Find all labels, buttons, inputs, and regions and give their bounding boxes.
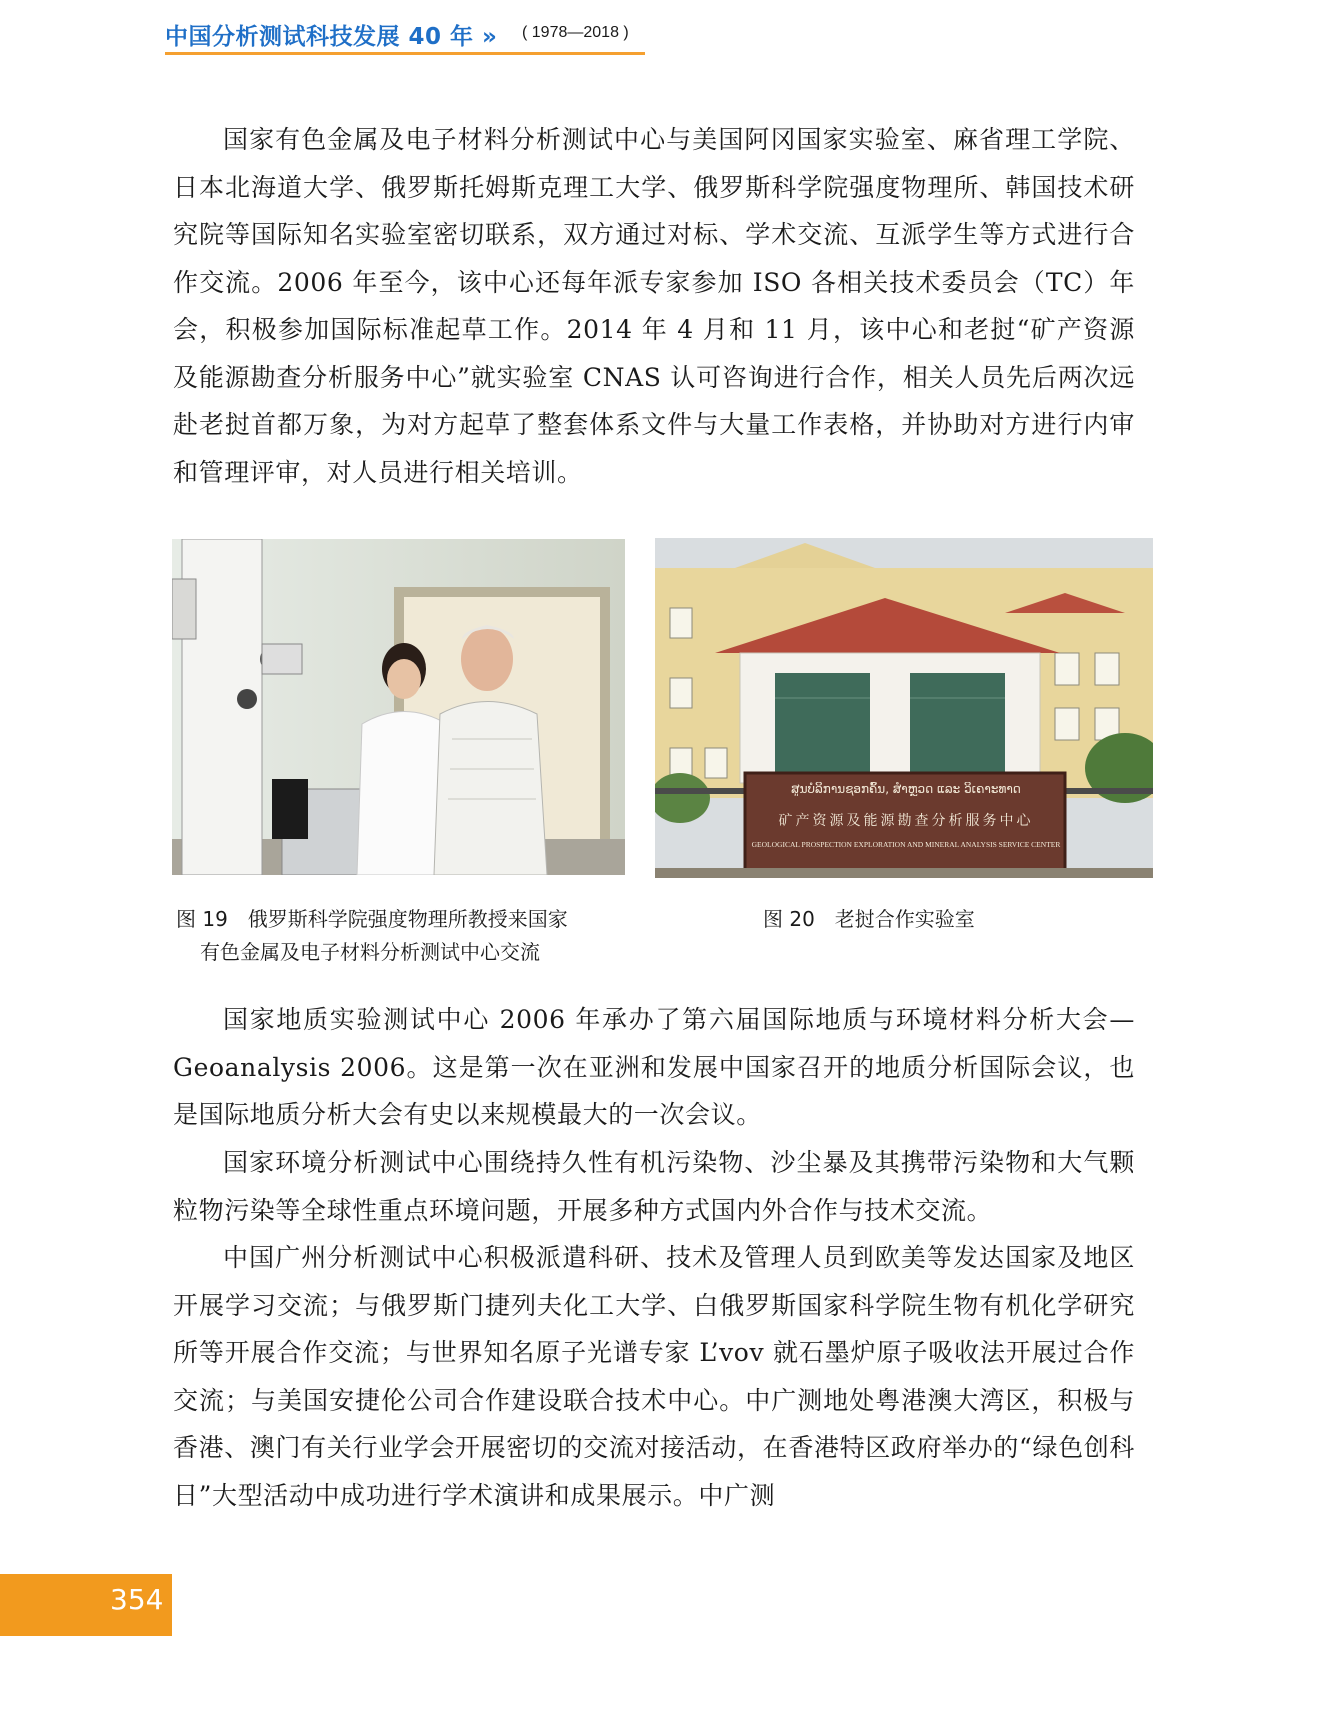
figure-19-photo [172, 539, 625, 875]
sign-text-chinese: 矿产资源及能源勘查分析服务中心 [778, 813, 1034, 829]
header-rule [165, 52, 645, 55]
paragraph-2: 国家地质实验测试中心 2006 年承办了第六届国际地质与环境材料分析大会— Geoanalysis 2006。这是第一次在亚洲和发展中国家召开的地质分析国际会议，也是国际地质分析大会有史以来规模最大的一次会议。 [173, 1005, 1135, 1129]
book-years: ( 1978—2018 ) [522, 24, 629, 41]
figure-20-caption: 图 20 老挝合作实验室 [763, 907, 975, 931]
paragraph-1: 国家有色金属及电子材料分析测试中心与美国阿冈国家实验室、麻省理工学院、日本北海道大学、俄罗斯托姆斯克理工大学、俄罗斯科学院强度物理所、韩国技术研究院等国际知名实验室密切联系，双方通过对标、学术交流、互派学生等方式进行合作交流。2006 年至今，该中心还每年派专家参加 ISO 各相关技术委员会（TC）年会，积极参加国际标准起草工作。2014 年 4 月和 11 月，该中心和老挝“矿产资源及能源勘查分析服务中心”就实验室 CNAS 认可咨询进行合作，相关人员先后两次远赴老挝首都万象，为对方起草了整套体系文件与大量工作表格，并协助对方进行内审和管理评审，对人员进行相关培训。 [173, 125, 1135, 487]
running-header [165, 14, 685, 54]
figure-20-photo [655, 538, 1153, 878]
book-title: 中国分析测试科技发展 40 年 » [165, 24, 498, 50]
figure-19-caption-line-1: 图 19 俄罗斯科学院强度物理所教授来国家 [176, 907, 568, 931]
figure-19-caption-line-2: 有色金属及电子材料分析测试中心交流 [200, 940, 540, 964]
figure-19-caption [176, 903, 568, 969]
paragraph-3: 国家环境分析测试中心围绕持久性有机污染物、沙尘暴及其携带污染物和大气颗粒物污染等全球性重点环境问题，开展多种方式国内外合作与技术交流。 [173, 1148, 1135, 1225]
sign-text-lao: ສູນບໍລິການຊອກຄົ້ນ, ສຳຫຼວດ ແລະ ວິເຄາະທາດ [791, 782, 1021, 796]
sign-text-english: GEOLOGICAL PROSPECTION EXPLORATION AND MINERAL ANALYSIS SERVICE CENTER [751, 840, 1061, 849]
page-number: 354 [110, 1583, 164, 1616]
paragraph-4: 中国广州分析测试中心积极派遣科研、技术及管理人员到欧美等发达国家及地区开展学习交流；与俄罗斯门捷列夫化工大学、白俄罗斯国家科学院生物有机化学研究所等开展合作交流；与世界知名原子光谱专家 L’vov 就石墨炉原子吸收法开展过合作交流；与美国安捷伦公司合作建设联合技术中心。中广测地处粤港澳大湾区，积极与香港、澳门有关行业学会开展密切的交流对接活动，在香港特区政府举办的“绿色创科日”大型活动中成功进行学术演讲和成果展示。中广测 [173, 1243, 1135, 1510]
